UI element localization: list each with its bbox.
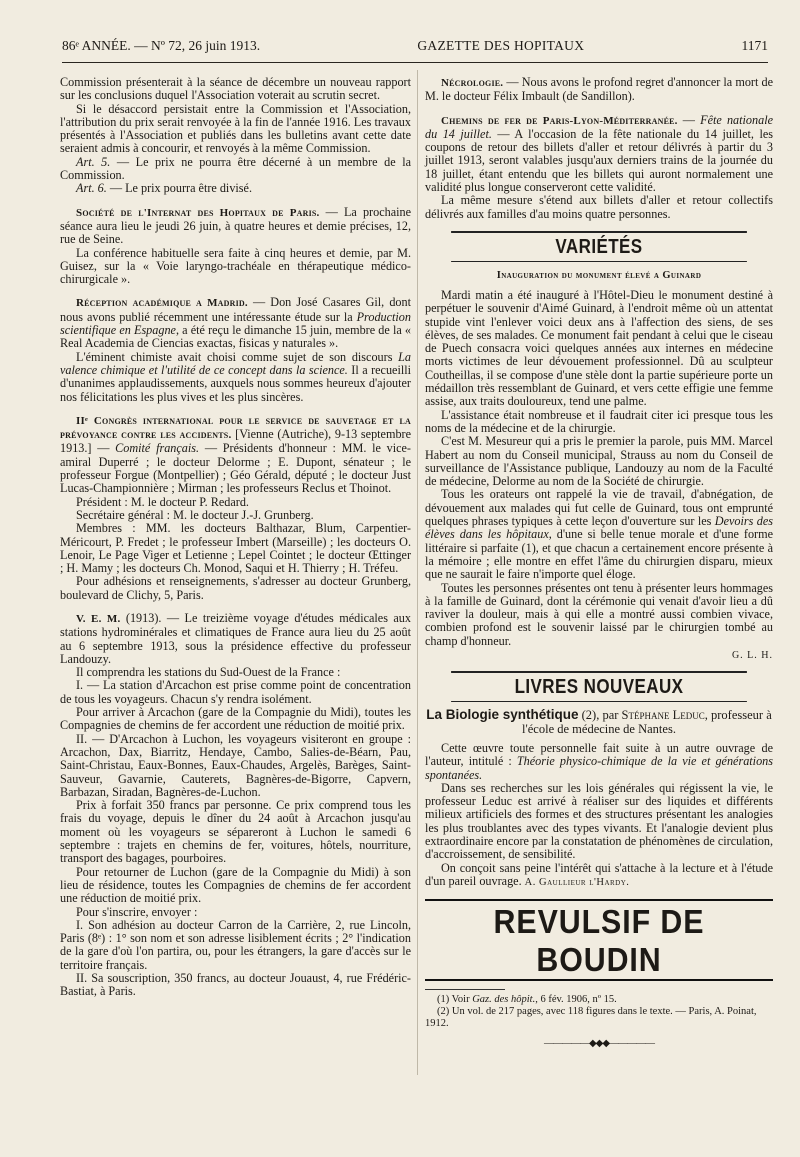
text: Tous les orateurs ont rappelé la vie de travail, d'abnégation, de dévouement aux malades qui fut celle de Guinard, tous ont emprunté quelques phrases typiques à cette leçon d'ouverture sur les [425,487,773,529]
paragraph [425,742,773,782]
signature: A. Gaullieur l'Hardy. [524,876,630,888]
italic-text: La valence chimique et l'utilité de ce concept dans la science. [60,349,411,377]
text: (1) Voir [437,994,473,1006]
paragraph: La conférence habituelle sera faite à cinq heures et demie, par M. Guisez, sur la « Voie laryngo-trachéale en thérapeutique médico-chirurgicale ». [60,245,411,287]
livres-section-title [425,671,773,702]
item-heading: IIᵉ Congrès international pour le service de sauvetage et la prévoyance contre les accidents. [60,414,411,442]
paragraph: Prix à forfait 350 francs par personne. Ce prix comprend tous les frais du voyage, depuis le dîner du 24 août à Arcachon jusqu'au moment où les voyageurs se sépareront à Luchon le samedi 6 septembre : trajets en chemins de fer, voitures, hôtels, nourriture, transport des bagages, pourboires. [60,798,411,866]
item-italic: Comité français. [115,441,200,456]
text: L'éminent chimiste avait choisi comme sujet de son discours [76,349,399,364]
column-divider [417,70,418,1075]
paragraph [425,488,773,581]
book-author: Stéphane Leduc [621,707,705,722]
item-text: — Nous avons le profond regret d'annoncer la mort de M. le docteur Félix Imbault (de Sandillon). [425,75,773,104]
paragraph: I. — La station d'Arcachon est prise comme point de concentration de tous les voyageurs. Chacun s'y rendra isolément. [60,678,411,706]
footnote-rule [425,989,505,990]
running-header [62,38,768,58]
text: Il a recueilli d'unanimes applaudissements, auxquels nous sommes heureux d'ajouter nos félicitations les plus vives et les plus sincères. [60,362,411,404]
paragraph: Commission présenterait à la séance de décembre un nouveau rapport sur les conclusions duquel l'Association voterait au scrutin secret. [60,75,411,103]
issue-info: 86ᵉ ANNÉE. — Nº 72, 26 juin 1913. [62,38,261,53]
ad-text: REVULSIF DE BOUDIN [493,903,705,979]
item-congres-sauvetage [60,414,411,496]
item-heading: V. E. M. [76,612,121,625]
item-internat [60,206,411,247]
item-italic: Fête nationale du 14 juillet. [425,112,773,141]
book-title: La Biologie synthétique [426,706,579,722]
paragraph: Pour arriver à Arcachon (gare de la Compagnie du Midi), toutes les Compagnies de chemins de fer accordent une réduction de moitié prix. [60,705,411,733]
ornament-rule: —————◆◆◆————— [543,1038,655,1050]
text: , 6 fév. 1906, nº 15. [535,994,617,1006]
paragraph: Président : M. le docteur P. Redard. [76,494,249,509]
item-text: — Présidents d'honneur : MM. le vice-amiral Duperré ; le docteur Delorme ; E. Dupont, sénateur ; le professeur Forgue (Montpellier) ; Géo Gérald, député ; le docteur Just Lucas-Championnière ; Mirman ; les professeurs Reclus et Thoinot. [60,441,411,496]
item-heading: Réception académique a Madrid. [76,297,248,310]
article-text: — Le prix pourra être divisé. [106,181,252,196]
right-column [425,76,773,1049]
section-heading: LIVRES NOUVEAUX [451,671,747,702]
item-text: — A l'occasion de la fête nationale du 14 juillet, les coupons de retour des billets d'aller et retour délivrés à partir du 3 juillet 1913, seront valables jusqu'aux derniers trains de la journée du 18 juillet, étant entendu que les billets qui auront normalement une validité plus longue conserveront cette validité. [425,126,773,195]
page-number: 1171 [741,38,768,53]
item-text: — La prochaine séance aura lieu le jeudi 26 juin, à quatre heures et demie précises, 12, rue de Seine. [60,204,411,247]
paragraph: I. Son adhésion au docteur Carron de la Carrière, 2, rue Lincoln, Paris (8ᵉ) : 1° son nom et son adresse lisiblement écrits ; 2° l'indication de la gare d'où l'on partira, ou, pour les étrangers, la gare d'accès sur le territoire français. [60,917,411,972]
item-necrologie [425,76,773,104]
italic-text: Devoirs des élèves dans les hôpitaux [425,514,773,542]
left-column [60,76,411,999]
article-6 [60,182,411,195]
article-5 [60,156,411,183]
item-text: — [677,112,701,127]
footnote-2: (2) Un vol. de 217 pages, avec 118 figures dans le texte. — Paris, A. Poinat, 1912. [425,1006,757,1030]
footnote-1 [425,994,773,1006]
paragraph: Membres : MM. les docteurs Balthazar, Blum, Carpentier-Méricourt, P. Fredet ; le professeur Imbert (Marseille) ; les docteurs O. Lenoir, Le Page Viger et Letienne ; Lepel Cointet ; le docteur Œttinger ; H. Mamy ; les docteurs Ch. Monod, Saqui et H. Thierry ; H. Tréfeu. [60,521,411,576]
item-heading: Société de l'Internat des Hopitaux de Paris. [76,206,320,219]
item-reception-madrid [60,296,411,350]
item-heading: Chemins de fer de Paris-Lyon-Méditerranée. [441,114,678,127]
item-text: (1913). — Le treizième voyage d'études médicales aux stations hydrominérales et climatiques de France aura lieu du 25 août au 6 septembre 1913, sous la présidence effective du professeur Landouzy. [60,610,411,666]
paragraph: Secrétaire général : M. le docteur J.-J. Grunberg. [76,507,314,522]
text: Cette œuvre toute personnelle fait suite à un autre ouvrage de l'auteur, intitulé : [425,740,773,769]
varietes-section-title [425,231,773,262]
text: , d'une si belle tenue morale et d'une forme littéraire si parfaite (1), et que chacun a certainement encore présente à la mémoire ; elle montre en effet l'âme du chirurgien disparu, mieux que ne saurait le faire n'importe quel éloge. [425,527,773,582]
paragraph: Il comprendra les stations du Sud-Ouest de la France : [76,665,341,680]
paragraph [60,351,411,404]
article-label: Art. 5. [76,154,111,169]
header-rule [62,62,768,63]
signature: G. L. H. [731,649,773,661]
italic-text: Théorie physico-chimique de la vie et générations spontanées. [425,754,773,782]
paragraph [425,862,773,890]
paragraph: Mardi matin a été inauguré à l'Hôtel-Dieu le monument destiné à perpétuer le souvenir d'Aimé Guinard, à l'endroit même où un attentat stupide vint l'enlever voici deux ans à l'affection des siens, de ses élèves, de ses malades. Ce monument fait pendant à celui que le ciseau de Puech consacra voici quelques années aux internes en médecine morts victimes de leur dévouement professionnel. Dû au sculpteur Coutheillas, il se compose d'une stèle dont la partie supérieure porte un médaillon très ressemblant de Guinard, et vers cette effigie une femme assise, aux traits douloureux, tend une palme. [425,287,773,409]
item-italic: Production scientifique en Espagne [60,309,411,338]
paragraph: Dans ses recherches sur les lois générales qui régissent la vie, le professeur Leduc est arrivé à réaliser sur des liquides et différents milieux artificiels des formes et des structures présentant les analogies les plus troublantes avec des types vivants. Et l'analogie devient plus extraordinaire encore par la constatation de phénomènes de circulation, d'accroissement, de sensibilité. [425,780,773,862]
paragraph: La même mesure s'étend aux billets d'aller et retour collectifs délivrés aux familles d'au moins quatre personnes. [425,193,773,221]
journal-title: GAZETTE DES HOPITAUX [417,38,585,53]
book-title-block [425,708,773,736]
article-heading: Inauguration du monument élevé a Guinard [496,269,702,281]
item-vem [60,612,411,666]
item-text: [Vienne (Autriche), 9-13 septembre 1913.] — [60,427,412,456]
article-text: — Le prix ne pourra être décerné à un membre de la Commission. [60,154,411,183]
item-text: — Don José Casares Gil, dont nous avons publié récemment une intéressante étude sur la [60,295,411,324]
paragraph: Pour adhésions et renseignements, s'adresser au docteur Grunberg, boulevard de Clichy, 5, Paris. [60,574,411,602]
paragraph: L'assistance était nombreuse et il faudrait citer ici presque tous les noms de la médecine et de la chirurgie. [425,407,773,435]
text: On conçoit sans peine l'intérêt qui s'attache à la lecture et à l'étude d'un pareil ouvrage. [425,860,773,888]
advertisement-banner [425,899,773,981]
paragraph: II. Sa souscription, 350 francs, au docteur Jouaust, 4, rue Frédéric-Bastiat, à Paris. [60,971,411,999]
book-ref: (2), par [578,707,622,722]
article-label: Art. 6. [76,181,107,196]
paragraph: Toutes les personnes présentes ont tenu à présenter leurs hommages à la famille de Guinard, dont la cérémonie qui venait d'avoir lieu a dû raviver la douleur, mais à qui elle a montré aussi combien vivace, combien profond est le souvenir laissé par le chirurgien tombé au champ d'honneur. [425,580,773,648]
paragraph: II. — D'Arcachon à Luchon, les voyageurs visiteront en groupe : Arcachon, Dax, Biarritz, Hendaye, Cambo, Salies-de-Béarn, Pau, Saint-Christau, Eaux-Bonnes, Eaux-Chaudes, Argelès, Barèges, Saint-Sauveur, Gavarnie, Cauterets, Bagnères-de-Bigorre, Capvern, Barbazan, Siradan, Bagnères-de-Luchon. [60,731,411,799]
item-text: , a été reçu le dimanche 15 juin, membre de la « Real Academia de Ciencias exactas, fisicas y naturales ». [60,323,411,351]
item-heading: Nécrologie. [441,77,504,89]
section-heading: VARIÉTÉS [451,231,747,262]
paragraph: Pour s'inscrire, envoyer : [76,904,198,919]
item-plm [425,114,773,195]
paragraph: Si le désaccord persistait entre la Commission et l'Association, l'attribution du prix serait renvoyée à la fin de l'année 1916. Les travaux présentés à l'Association et publiés dans les bulletins avant cette date seraient admis à concourir, et renvoyés à la même Commission. [60,101,411,156]
paragraph: C'est M. Mesureur qui a pris le premier la parole, puis MM. Marcel Habert au nom du Conseil municipal, Strauss au nom du Conseil de surveillance de l'Assistance publique, Landouzy au nom de la Faculté de médecine, Delorme au nom de la Société de chirurgie. [425,434,773,489]
paragraph: Pour retourner de Luchon (gare de la Compagnie du Midi) à son lieu de résidence, toutes les Compagnies de chemins de fer accordent une réduction de moitié prix. [60,864,411,906]
italic-text: Gaz. des hôpit. [472,994,536,1006]
book-author-role: , professeur à l'école de médecine de Nantes. [522,707,772,736]
